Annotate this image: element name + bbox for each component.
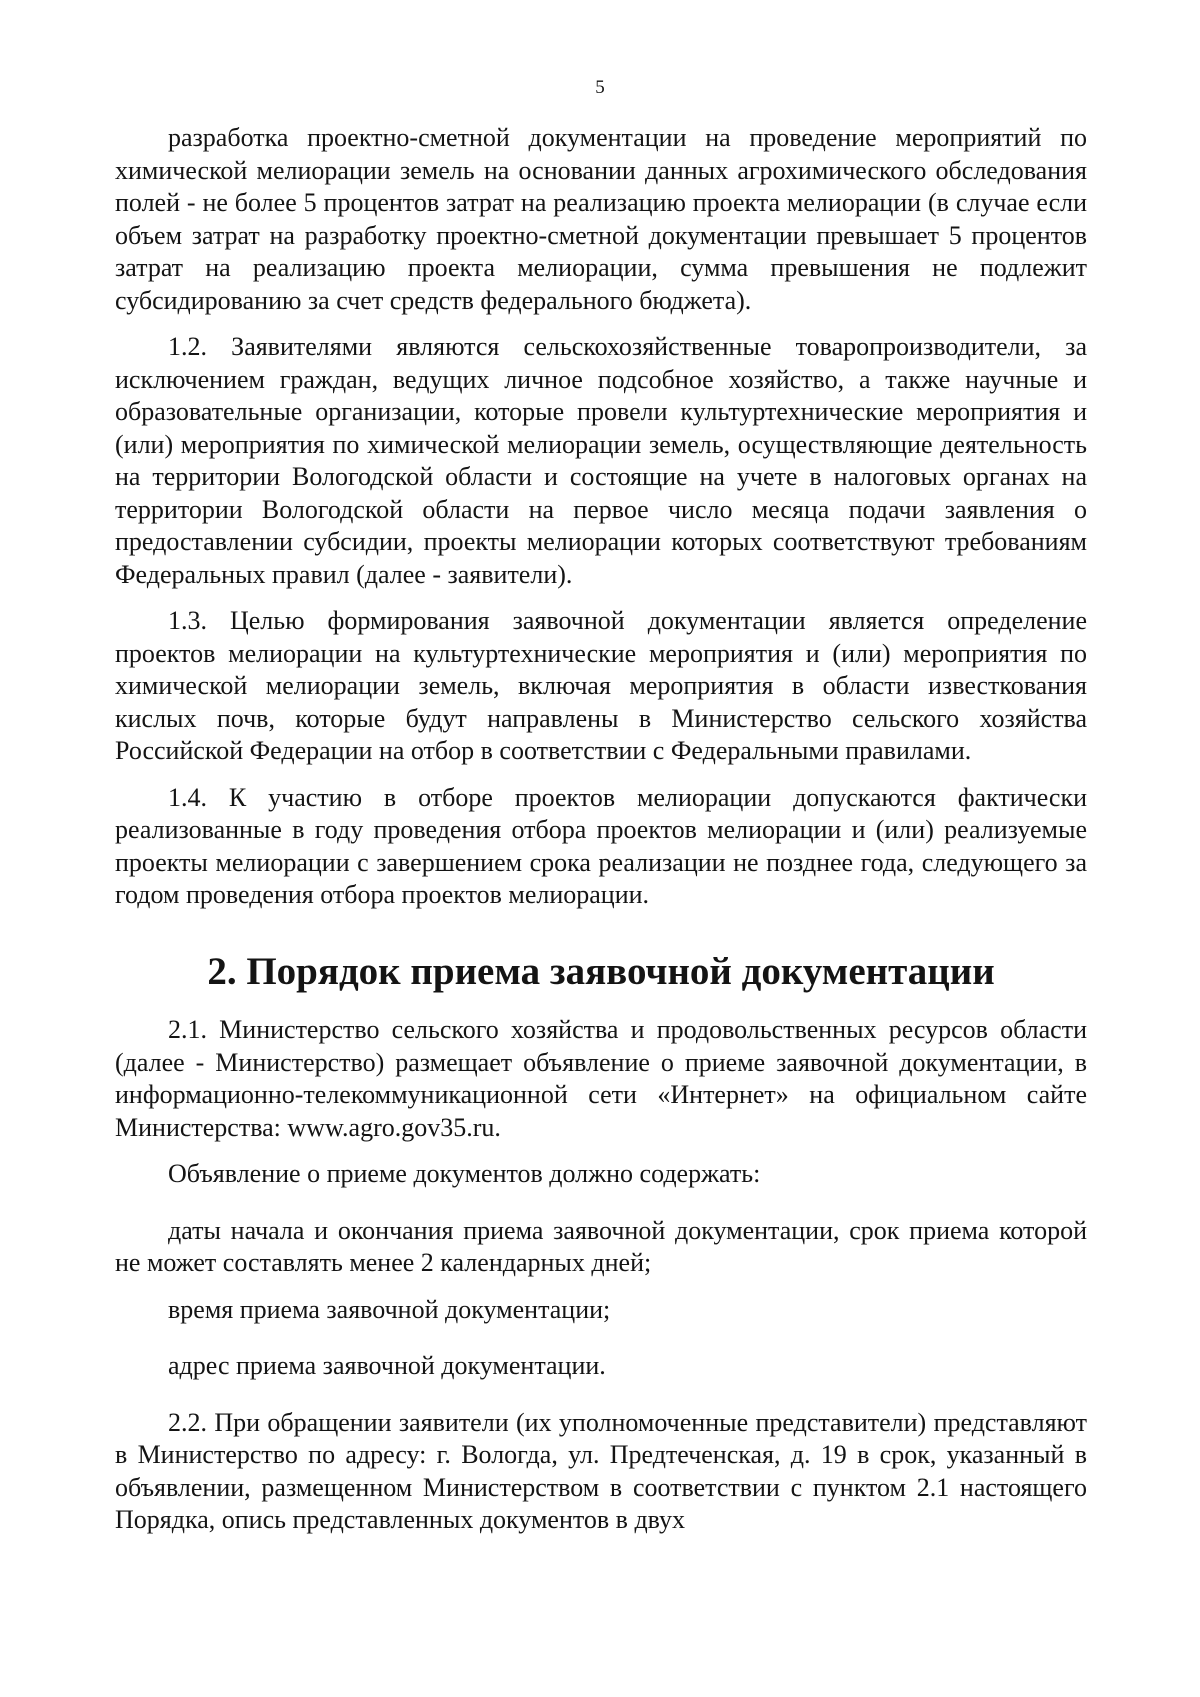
paragraph-reception-time: время приема заявочной документации; (168, 1294, 611, 1324)
paragraph-2-1-announcement: 2.1. Министерство сельского хозяйства и продовольственных ресурсов области (далее - Министерство) размещает объявление о приеме заявочной документации, в информационно-телекоммуникационной сети «Интернет» на официальном сайте Министерства: www.agro.gov35.ru. (115, 1015, 1087, 1142)
paragraph-reception-address: адрес приема заявочной документации. (168, 1351, 606, 1380)
paragraph-1-3-purpose: 1.3. Целью формирования заявочной документации является определение проектов мелиорации на культуртехнические мероприятия и (или) мероприятия по химической мелиорации земель, включая мероприятия в области известкования кислых почв, которые будут направлены в Министерство сельского хозяйства Российской Федерации на отбор в соответствии с Федеральными правилами. (115, 606, 1087, 765)
page-number: 5 (595, 77, 605, 98)
paragraph-cost-limit: разработка проектно-сметной документации на проведение мероприятий по химической мелиорации земель на основании данных агрохимического обследования полей - не более 5 процентов затрат на реализацию проекта мелиорации (в случае если объем затрат на разработку проектно-сметной документации превышает 5 процентов затрат на реализацию проекта мелиорации, сумма превышения не подлежит субсидированию за счет средств федерального бюджета). (115, 123, 1087, 315)
paragraph-1-2-applicants: 1.2. Заявителями являются сельскохозяйственные товаропроизводители, за исключением граждан, ведущих личное подсобное хозяйство, а также научные и образовательные организации, которые провели культуртехнические мероприятия и (или) мероприятия по химической мелиорации земель, осуществляющие деятельность на территории Вологодской области и состоящие на учете в налоговых органах на территории Вологодской области на первое число месяца подачи заявления о предоставлении субсидии, проекты мелиорации которых соответствуют требованиям Федеральных правил (далее - заявители). (115, 332, 1087, 589)
paragraph-dates: даты начала и окончания приема заявочной документации, срок приема которой не может составлять менее 2 календарных дней; (115, 1215, 1087, 1277)
section-heading: 2. Порядок приема заявочной документации (207, 949, 995, 993)
paragraph-announcement-contents: Объявление о приеме документов должно содержать: (168, 1159, 761, 1188)
paragraph-2-2-submission: 2.2. При обращении заявители (их уполномоченные представители) представляют в Министерство по адресу: г. Вологда, ул. Предтеченская, д. 19 в срок, указанный в объявлении, размещенном Министерством в соответствии с пунктом 2.1 настоящего Порядка, опись представленных документов в двух (115, 1407, 1087, 1534)
document-body (115, 122, 1087, 1551)
paragraph-1-4-participation: 1.4. К участию в отборе проектов мелиорации допускаются фактически реализованные в году проведения отбора проектов мелиорации и (или) реализуемые проекты мелиорации с завершением срока реализации не позднее года, следующего за годом проведения отбора проектов мелиорации. (115, 782, 1087, 909)
